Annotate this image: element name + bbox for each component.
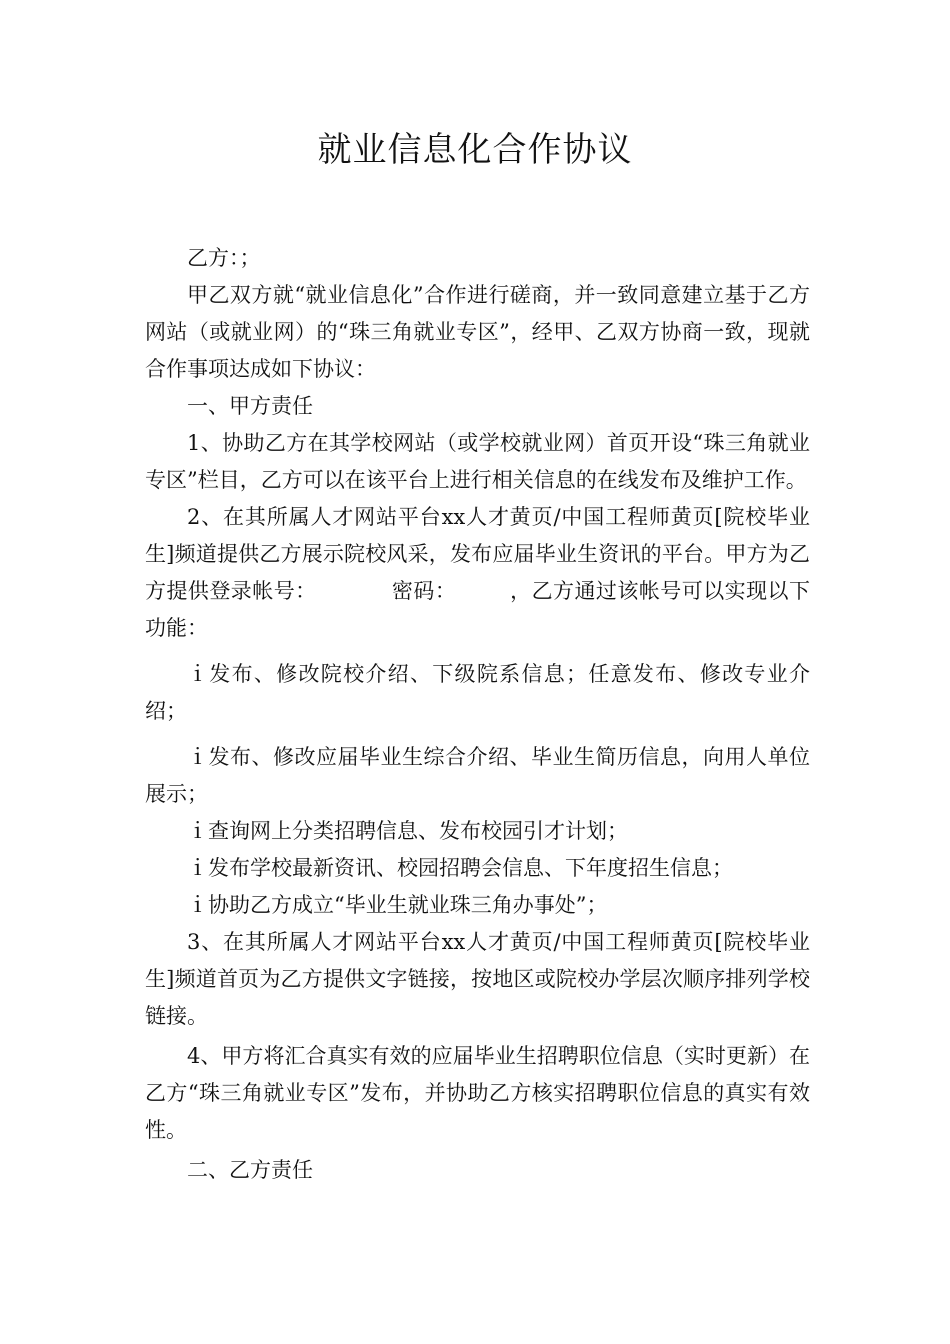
party-b-line: 乙方：；: [187, 246, 261, 270]
feature-item-3: ｉ查询网上分类招聘信息、发布校园引才计划；: [187, 819, 628, 843]
clause-a2: 2、在其所属人才网站平台xx人才黄页/中国工程师黄页[院校毕业生]频道提供乙方展示院校风采，发布应届毕业生资讯的平台。甲方为乙方提供登录帐号： 密码： ，乙方通过该帐号可以实现以下功能：: [145, 505, 810, 640]
preamble-paragraph: 甲乙双方就“就业信息化”合作进行磋商，并一致同意建立基于乙方网站（或就业网）的“珠三角就业专区”，经甲、乙双方协商一致，现就合作事项达成如下协议：: [145, 283, 810, 381]
section-heading-party-b: 二、乙方责任: [187, 1158, 313, 1182]
clause-a1: 1、协助乙方在其学校网站（或学校就业网）首页开设“珠三角就业专区”栏目，乙方可以在该平台上进行相关信息的在线发布及维护工作。: [145, 431, 810, 492]
document-title: 就业信息化合作协议: [317, 130, 633, 170]
document-body: [145, 240, 810, 1189]
feature-item-2: ｉ发布、修改应届毕业生综合介绍、毕业生简历信息，向用人单位展示；: [145, 745, 810, 806]
clause-a4: 4、甲方将汇合真实有效的应届毕业生招聘职位信息（实时更新）在乙方“珠三角就业专区”发布，并协助乙方核实招聘职位信息的真实有效性。: [145, 1044, 810, 1142]
clause-a3: 3、在其所属人才网站平台xx人才黄页/中国工程师黄页[院校毕业生]频道首页为乙方提供文字链接，按地区或院校办学层次顺序排列学校链接。: [145, 930, 810, 1028]
feature-item-5: ｉ协助乙方成立“毕业生就业珠三角办事处”；: [187, 893, 608, 917]
section-heading-party-a: 一、甲方责任: [187, 394, 313, 418]
feature-item-4: ｉ发布学校最新资讯、校园招聘会信息、下年度招生信息；: [187, 856, 733, 880]
feature-item-1: ｉ发布、修改院校介绍、下级院系信息；任意发布、修改专业介绍；: [145, 662, 810, 723]
